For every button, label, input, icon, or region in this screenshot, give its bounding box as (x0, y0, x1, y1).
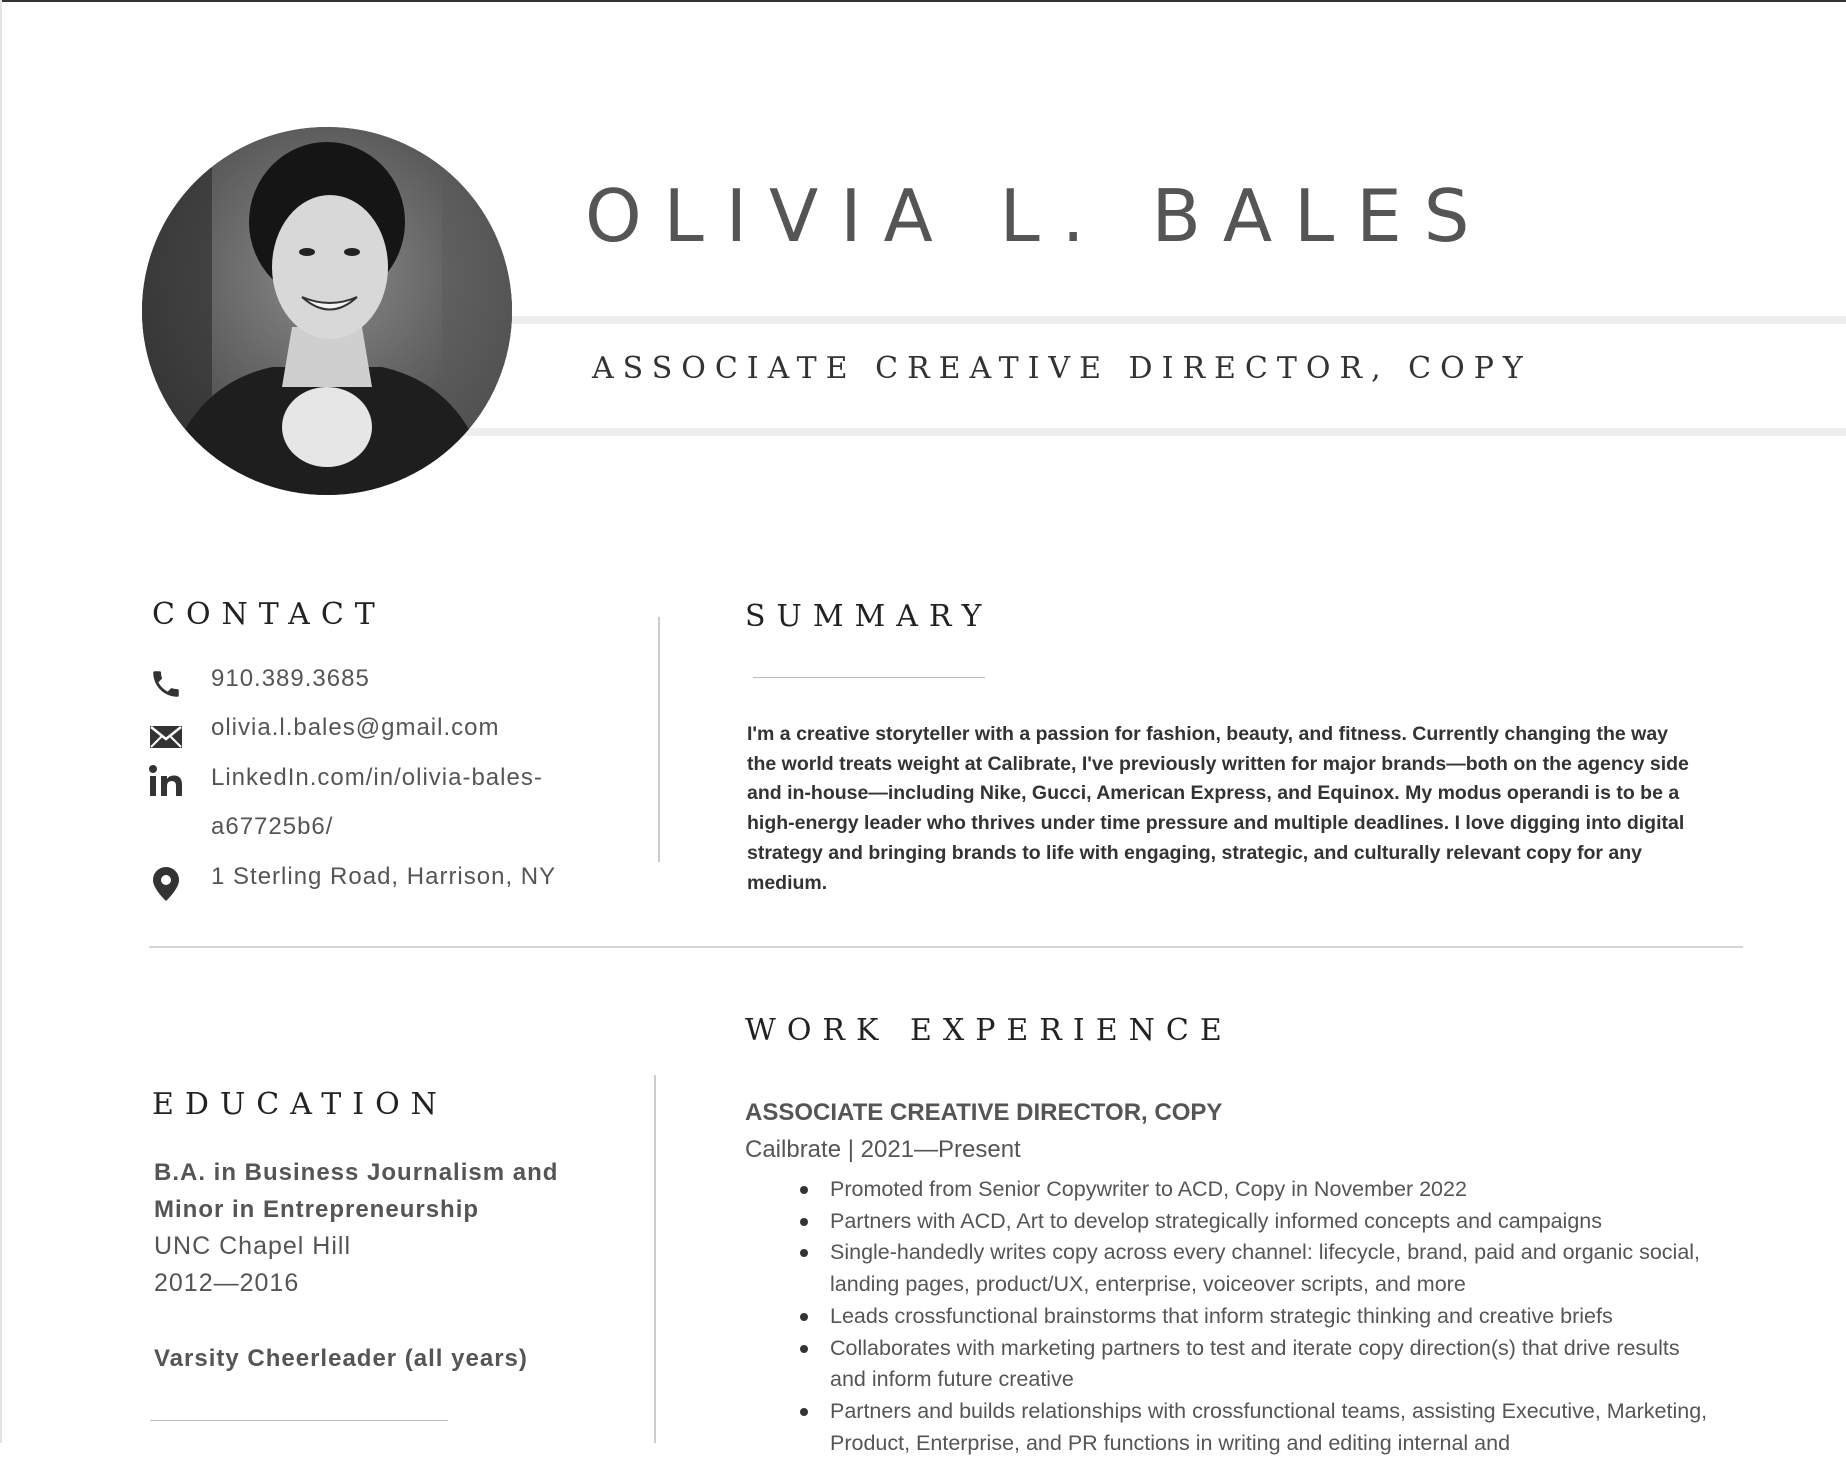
contact-email[interactable]: olivia.l.bales@gmail.com (211, 714, 500, 741)
job-bullet-list (798, 1174, 1718, 1459)
list-item: Promoted from Senior Copywriter to ACD, Copy in November 2022 (798, 1174, 1718, 1206)
list-item: Collaborates with marketing partners to test and iterate copy direction(s) that drive results and inform future creative (798, 1333, 1718, 1396)
list-item: Partners and builds relationships with crossfunctional teams, assisting Executive, Marketing, Product, Enterprise, and PR functions in writing and editing internal and (798, 1396, 1718, 1459)
education-degree-line2: Minor in Entrepreneurship (154, 1196, 480, 1223)
work-heading: WORK EXPERIENCE (745, 1013, 1233, 1048)
profile-photo (142, 127, 512, 495)
location-pin-icon (148, 866, 184, 902)
summary-text: I'm a creative storyteller with a passion for fashion, beauty, and fitness. Currently changing the way the world treats weight at Calibrate, I've previously written for major brands—both on the agency side and in-house—including Nike, Gucci, American Express, and Equinox. My modus operandi is to be a high-energy leader who thrives under time pressure and multiple deadlines. I love digging into digital strategy and bringing brands to life with engaging, strategic, and culturally relevant copy for any medium. (747, 723, 1689, 894)
section-separator (149, 946, 1743, 948)
summary-underline (753, 677, 985, 678)
list-item: Partners with ACD, Art to develop strategically informed concepts and campaigns (798, 1206, 1718, 1238)
contact-summary-divider (658, 617, 660, 862)
contact-linkedin-row (148, 763, 184, 799)
page-top-border (0, 0, 1846, 2)
candidate-name: OLIVIA L. BALES (585, 174, 1492, 258)
list-item: Leads crossfunctional brainstorms that inform strategic thinking and creative briefs (798, 1301, 1718, 1333)
page-left-border (0, 0, 2, 1443)
contact-heading: CONTACT (152, 597, 386, 632)
education-years: 2012—2016 (154, 1269, 300, 1297)
candidate-title: ASSOCIATE CREATIVE DIRECTOR, COPY (592, 351, 1532, 386)
contact-linkedin-line2[interactable]: a67725b6/ (211, 813, 334, 840)
contact-phone[interactable]: 910.389.3685 (211, 665, 370, 692)
contact-linkedin-line1[interactable]: LinkedIn.com/in/olivia-bales- (211, 764, 543, 791)
contact-address: 1 Sterling Road, Harrison, NY (211, 863, 557, 890)
education-heading: EDUCATION (152, 1087, 448, 1122)
job-company-dates: Cailbrate | 2021—Present (745, 1136, 1021, 1163)
education-degree-line1: B.A. in Business Journalism and (154, 1159, 559, 1186)
job-title: ASSOCIATE CREATIVE DIRECTOR, COPY (745, 1099, 1223, 1126)
contact-email-row (148, 719, 184, 755)
list-item: Single-handedly writes copy across every channel: lifecycle, brand, paid and organic social, landing pages, product/UX, enterprise, voiceover scripts, and more (798, 1237, 1718, 1300)
education-school: UNC Chapel Hill (154, 1232, 351, 1260)
summary-heading: SUMMARY (745, 599, 993, 634)
mail-icon (148, 719, 184, 755)
contact-address-row (148, 866, 184, 902)
linkedin-icon (148, 763, 184, 799)
phone-icon (148, 666, 184, 702)
education-work-divider (654, 1075, 656, 1443)
education-activity: Varsity Cheerleader (all years) (154, 1345, 528, 1372)
contact-phone-row (148, 666, 184, 702)
education-underline (150, 1420, 448, 1421)
